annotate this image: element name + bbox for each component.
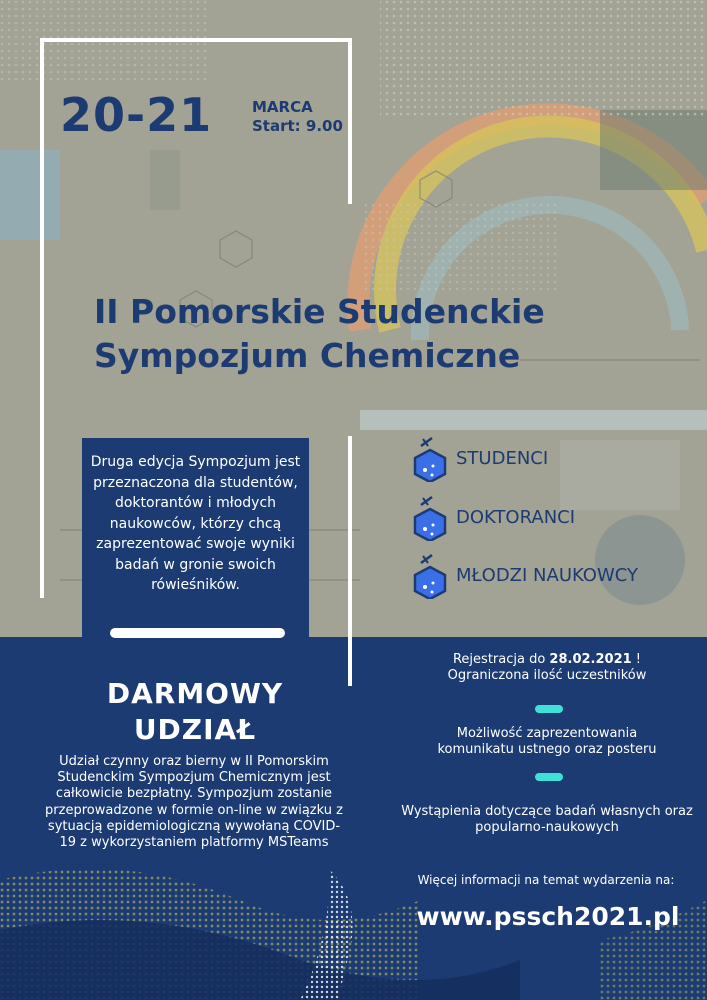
audience-item-doktoranci — [412, 495, 702, 543]
flask-icon — [412, 553, 448, 599]
flask-icon — [412, 495, 448, 541]
registration-prefix: Rejestracja do — [452, 652, 550, 667]
description-text: Druga edycja Sympozjum jest przeznaczona dla studentów, doktorantów i młodych naukowców, którzy chcą zaprezentować swoje wyniki badań w gronie swoich rówieśników. — [90, 454, 301, 593]
flask-icon — [412, 436, 448, 482]
audience-item-studenci — [412, 436, 702, 484]
event-month: MARCA — [252, 98, 313, 116]
divider-bar — [110, 628, 285, 638]
registration-suffix: ! — [631, 652, 642, 667]
event-title — [94, 290, 545, 378]
registration-date: 28.02.2021 — [549, 652, 632, 667]
event-title-line1: II Pomorskie Studenckie — [94, 292, 545, 331]
frame-left-line — [40, 38, 44, 598]
frame-top-line — [40, 38, 352, 42]
talks-info: Wystąpienia dotyczące badań własnych oraz popularno-naukowych — [401, 804, 693, 835]
free-participation-text: Udział czynny oraz bierny w II Pomorskim Studenckim Sympozjum Chemicznym jest całkowicie bezpłatny. Sympozjum zostanie przeprowadzone w formie on-line w związku z sytuacją epidemiologiczną wywołaną COVID-19 z wykorzystaniem platformy MSTeams — [45, 754, 343, 851]
event-date: 20-21 — [60, 88, 213, 142]
audience-item-mlodzi-naukowcy — [412, 553, 702, 601]
registration-line — [388, 652, 706, 668]
presentation-info: Możliwość zaprezentowania komunikatu ustnego oraz posteru — [437, 726, 657, 757]
audience-label: STUDENCI — [456, 448, 549, 469]
frame-right-line-bottom — [348, 436, 352, 686]
frame-right-line-top — [348, 38, 352, 204]
free-participation-title — [50, 676, 340, 748]
free-title-line1: DARMOWY — [106, 677, 284, 710]
accent-dash — [535, 773, 563, 781]
limited-seats: Ograniczona ilość uczestników — [447, 668, 647, 683]
event-month-start — [252, 98, 343, 136]
website-link[interactable]: www.pssch2021.pl — [416, 902, 680, 931]
audience-label: MŁODZI NAUKOWCY — [456, 565, 639, 586]
audience-label: DOKTORANCI — [456, 507, 576, 528]
accent-dash — [535, 705, 563, 713]
more-info-text: Więcej informacji na temat wydarzenia na: — [417, 873, 675, 887]
event-title-line2: Sympozjum Chemiczne — [94, 336, 521, 375]
event-start-time: Start: 9.00 — [252, 117, 343, 135]
registration-info — [388, 652, 706, 684]
free-title-line2: UDZIAŁ — [133, 713, 257, 746]
